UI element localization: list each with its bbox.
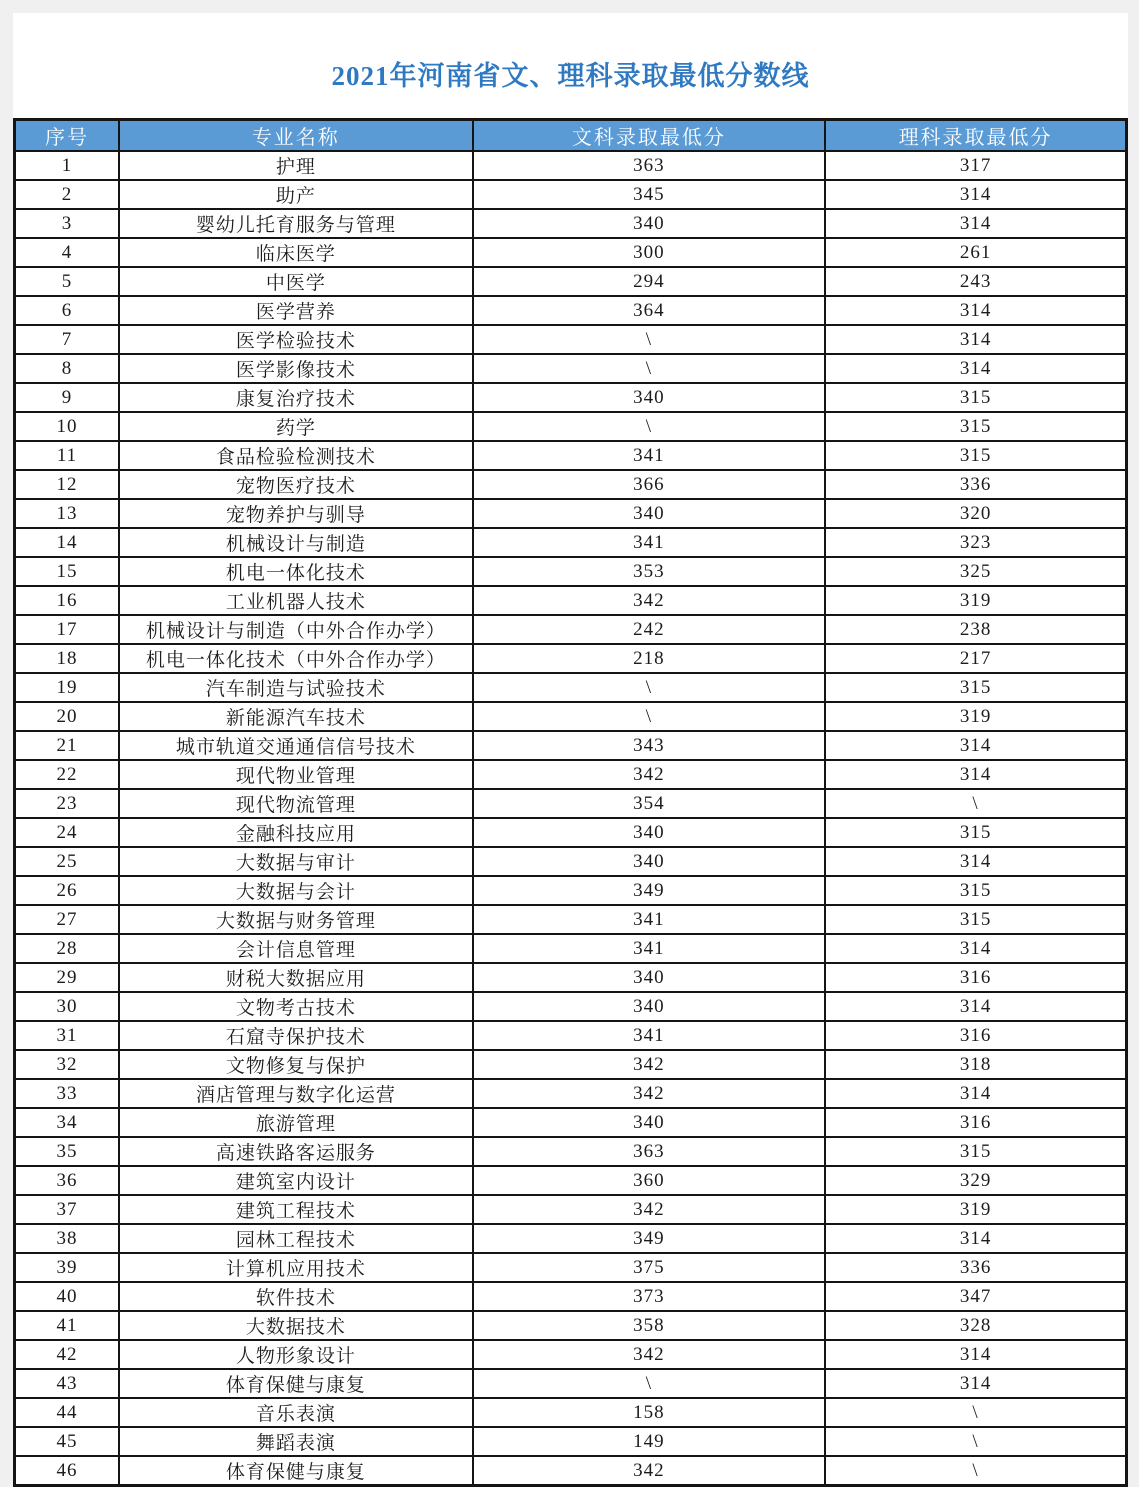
- cell-science-score: 314: [825, 992, 1126, 1021]
- cell-liberal-arts-score: 364: [473, 296, 826, 325]
- cell-major: 临床医学: [119, 238, 473, 267]
- cell-index: 46: [15, 1456, 120, 1486]
- cell-major: 石窟寺保护技术: [119, 1021, 473, 1050]
- cell-major: 机械设计与制造（中外合作办学）: [119, 615, 473, 644]
- scores-table: [13, 118, 1128, 1487]
- table-row: [15, 1050, 1127, 1079]
- cell-major: 园林工程技术: [119, 1224, 473, 1253]
- cell-science-score: 336: [825, 470, 1126, 499]
- cell-science-score: 314: [825, 325, 1126, 354]
- cell-major: 汽车制造与试验技术: [119, 673, 473, 702]
- cell-liberal-arts-score: 360: [473, 1166, 826, 1195]
- cell-major: 食品检验检测技术: [119, 441, 473, 470]
- table-row: [15, 354, 1127, 383]
- cell-liberal-arts-score: 373: [473, 1282, 826, 1311]
- cell-index: 22: [15, 760, 120, 789]
- column-header-science-score: 理科录取最低分: [825, 120, 1126, 152]
- table-row: [15, 1427, 1127, 1456]
- table-row: [15, 267, 1127, 296]
- cell-science-score: 328: [825, 1311, 1126, 1340]
- cell-science-score: 316: [825, 1021, 1126, 1050]
- table-row: [15, 644, 1127, 673]
- cell-liberal-arts-score: 340: [473, 818, 826, 847]
- cell-liberal-arts-score: 342: [473, 1456, 826, 1486]
- cell-science-score: 315: [825, 876, 1126, 905]
- cell-index: 33: [15, 1079, 120, 1108]
- cell-index: 31: [15, 1021, 120, 1050]
- cell-index: 19: [15, 673, 120, 702]
- cell-liberal-arts-score: 341: [473, 905, 826, 934]
- cell-liberal-arts-score: 340: [473, 847, 826, 876]
- cell-major: 助产: [119, 180, 473, 209]
- table-row: [15, 876, 1127, 905]
- cell-liberal-arts-score: 340: [473, 963, 826, 992]
- cell-science-score: 315: [825, 412, 1126, 441]
- column-header-major: 专业名称: [119, 120, 473, 152]
- cell-science-score: 238: [825, 615, 1126, 644]
- cell-major: 酒店管理与数字化运营: [119, 1079, 473, 1108]
- cell-liberal-arts-score: 343: [473, 731, 826, 760]
- cell-major: 婴幼儿托育服务与管理: [119, 209, 473, 238]
- cell-liberal-arts-score: 340: [473, 209, 826, 238]
- cell-liberal-arts-score: 349: [473, 1224, 826, 1253]
- table-row: [15, 789, 1127, 818]
- cell-major: 城市轨道交通通信信号技术: [119, 731, 473, 760]
- cell-major: 体育保健与康复: [119, 1456, 473, 1486]
- cell-liberal-arts-score: 341: [473, 441, 826, 470]
- cell-liberal-arts-score: 354: [473, 789, 826, 818]
- cell-liberal-arts-score: \: [473, 702, 826, 731]
- cell-major: 医学检验技术: [119, 325, 473, 354]
- table-row: [15, 1253, 1127, 1282]
- cell-science-score: 314: [825, 760, 1126, 789]
- cell-index: 14: [15, 528, 120, 557]
- table-row: [15, 615, 1127, 644]
- cell-index: 12: [15, 470, 120, 499]
- cell-index: 34: [15, 1108, 120, 1137]
- cell-major: 宠物医疗技术: [119, 470, 473, 499]
- cell-liberal-arts-score: 363: [473, 1137, 826, 1166]
- cell-index: 43: [15, 1369, 120, 1398]
- cell-liberal-arts-score: 340: [473, 1108, 826, 1137]
- cell-major: 体育保健与康复: [119, 1369, 473, 1398]
- cell-science-score: 243: [825, 267, 1126, 296]
- table-row: [15, 412, 1127, 441]
- cell-index: 6: [15, 296, 120, 325]
- cell-liberal-arts-score: 345: [473, 180, 826, 209]
- cell-science-score: 329: [825, 1166, 1126, 1195]
- cell-index: 13: [15, 499, 120, 528]
- table-row: [15, 963, 1127, 992]
- cell-science-score: 320: [825, 499, 1126, 528]
- table-row: [15, 1224, 1127, 1253]
- table-row: [15, 586, 1127, 615]
- cell-liberal-arts-score: 342: [473, 760, 826, 789]
- cell-science-score: 316: [825, 1108, 1126, 1137]
- cell-science-score: 318: [825, 1050, 1126, 1079]
- cell-index: 7: [15, 325, 120, 354]
- cell-liberal-arts-score: \: [473, 354, 826, 383]
- cell-index: 35: [15, 1137, 120, 1166]
- cell-major: 金融科技应用: [119, 818, 473, 847]
- table-row: [15, 1137, 1127, 1166]
- page-title: 2021年河南省文、理科录取最低分数线: [331, 61, 810, 91]
- cell-liberal-arts-score: \: [473, 673, 826, 702]
- cell-major: 旅游管理: [119, 1108, 473, 1137]
- cell-liberal-arts-score: 342: [473, 586, 826, 615]
- cell-index: 27: [15, 905, 120, 934]
- cell-major: 大数据与财务管理: [119, 905, 473, 934]
- table-row: [15, 1195, 1127, 1224]
- cell-science-score: 336: [825, 1253, 1126, 1282]
- cell-science-score: 314: [825, 934, 1126, 963]
- cell-index: 39: [15, 1253, 120, 1282]
- table-row: [15, 325, 1127, 354]
- cell-science-score: 314: [825, 180, 1126, 209]
- cell-science-score: 314: [825, 1079, 1126, 1108]
- cell-liberal-arts-score: 353: [473, 557, 826, 586]
- cell-major: 现代物业管理: [119, 760, 473, 789]
- cell-major: 康复治疗技术: [119, 383, 473, 412]
- cell-liberal-arts-score: 342: [473, 1195, 826, 1224]
- cell-science-score: 315: [825, 673, 1126, 702]
- cell-major: 音乐表演: [119, 1398, 473, 1427]
- cell-major: 人物形象设计: [119, 1340, 473, 1369]
- table-body: [15, 151, 1127, 1486]
- cell-liberal-arts-score: 300: [473, 238, 826, 267]
- cell-liberal-arts-score: 342: [473, 1050, 826, 1079]
- table-row: [15, 209, 1127, 238]
- table-row: [15, 1340, 1127, 1369]
- table-row: [15, 1398, 1127, 1427]
- cell-liberal-arts-score: \: [473, 412, 826, 441]
- cell-science-score: 315: [825, 818, 1126, 847]
- cell-liberal-arts-score: 341: [473, 528, 826, 557]
- cell-index: 21: [15, 731, 120, 760]
- cell-liberal-arts-score: 342: [473, 1079, 826, 1108]
- cell-liberal-arts-score: 341: [473, 1021, 826, 1050]
- cell-major: 机电一体化技术: [119, 557, 473, 586]
- cell-liberal-arts-score: 242: [473, 615, 826, 644]
- cell-major: 舞蹈表演: [119, 1427, 473, 1456]
- cell-index: 15: [15, 557, 120, 586]
- table-row: [15, 238, 1127, 267]
- table-row: [15, 296, 1127, 325]
- table-row: [15, 441, 1127, 470]
- cell-major: 财税大数据应用: [119, 963, 473, 992]
- cell-index: 40: [15, 1282, 120, 1311]
- cell-index: 8: [15, 354, 120, 383]
- cell-index: 44: [15, 1398, 120, 1427]
- table-row: [15, 847, 1127, 876]
- table-row: [15, 905, 1127, 934]
- cell-science-score: \: [825, 1427, 1126, 1456]
- cell-liberal-arts-score: 294: [473, 267, 826, 296]
- table-row: [15, 702, 1127, 731]
- column-header-liberal-arts-score: 文科录取最低分: [473, 120, 826, 152]
- cell-major: 新能源汽车技术: [119, 702, 473, 731]
- cell-liberal-arts-score: 340: [473, 383, 826, 412]
- cell-science-score: 261: [825, 238, 1126, 267]
- cell-science-score: 325: [825, 557, 1126, 586]
- cell-liberal-arts-score: \: [473, 325, 826, 354]
- cell-major: 医学影像技术: [119, 354, 473, 383]
- table-row: [15, 1282, 1127, 1311]
- header-row: [15, 120, 1127, 152]
- cell-science-score: 319: [825, 702, 1126, 731]
- cell-major: 计算机应用技术: [119, 1253, 473, 1282]
- cell-major: 建筑工程技术: [119, 1195, 473, 1224]
- cell-science-score: 323: [825, 528, 1126, 557]
- cell-major: 药学: [119, 412, 473, 441]
- cell-science-score: 347: [825, 1282, 1126, 1311]
- cell-index: 18: [15, 644, 120, 673]
- cell-science-score: 314: [825, 1224, 1126, 1253]
- cell-science-score: 314: [825, 296, 1126, 325]
- cell-major: 工业机器人技术: [119, 586, 473, 615]
- cell-liberal-arts-score: 149: [473, 1427, 826, 1456]
- table-row: [15, 151, 1127, 180]
- cell-index: 17: [15, 615, 120, 644]
- cell-index: 38: [15, 1224, 120, 1253]
- cell-major: 现代物流管理: [119, 789, 473, 818]
- cell-index: 45: [15, 1427, 120, 1456]
- cell-index: 5: [15, 267, 120, 296]
- cell-major: 宠物养护与驯导: [119, 499, 473, 528]
- cell-science-score: 314: [825, 354, 1126, 383]
- cell-science-score: 314: [825, 1369, 1126, 1398]
- cell-index: 4: [15, 238, 120, 267]
- table-row: [15, 731, 1127, 760]
- cell-major: 建筑室内设计: [119, 1166, 473, 1195]
- cell-science-score: 217: [825, 644, 1126, 673]
- cell-science-score: \: [825, 1398, 1126, 1427]
- cell-science-score: 314: [825, 847, 1126, 876]
- cell-science-score: 319: [825, 1195, 1126, 1224]
- cell-index: 10: [15, 412, 120, 441]
- cell-science-score: 314: [825, 731, 1126, 760]
- table-row: [15, 818, 1127, 847]
- cell-science-score: \: [825, 789, 1126, 818]
- cell-index: 1: [15, 151, 120, 180]
- cell-index: 37: [15, 1195, 120, 1224]
- content-card: [13, 13, 1128, 1487]
- table-row: [15, 934, 1127, 963]
- cell-index: 32: [15, 1050, 120, 1079]
- cell-liberal-arts-score: 342: [473, 1340, 826, 1369]
- table-row: [15, 1369, 1127, 1398]
- cell-major: 大数据技术: [119, 1311, 473, 1340]
- cell-index: 36: [15, 1166, 120, 1195]
- cell-liberal-arts-score: \: [473, 1369, 826, 1398]
- cell-index: 28: [15, 934, 120, 963]
- table-row: [15, 180, 1127, 209]
- cell-major: 护理: [119, 151, 473, 180]
- table-row: [15, 557, 1127, 586]
- table-row: [15, 1079, 1127, 1108]
- table-row: [15, 1021, 1127, 1050]
- cell-liberal-arts-score: 363: [473, 151, 826, 180]
- cell-major: 会计信息管理: [119, 934, 473, 963]
- cell-index: 3: [15, 209, 120, 238]
- cell-major: 文物修复与保护: [119, 1050, 473, 1079]
- cell-major: 中医学: [119, 267, 473, 296]
- cell-index: 2: [15, 180, 120, 209]
- cell-liberal-arts-score: 358: [473, 1311, 826, 1340]
- cell-index: 42: [15, 1340, 120, 1369]
- cell-liberal-arts-score: 158: [473, 1398, 826, 1427]
- table-row: [15, 992, 1127, 1021]
- cell-index: 23: [15, 789, 120, 818]
- table-row: [15, 1166, 1127, 1195]
- table-row: [15, 760, 1127, 789]
- cell-science-score: 317: [825, 151, 1126, 180]
- table-row: [15, 673, 1127, 702]
- table-row: [15, 499, 1127, 528]
- table-row: [15, 383, 1127, 412]
- cell-index: 29: [15, 963, 120, 992]
- cell-science-score: 315: [825, 905, 1126, 934]
- cell-major: 软件技术: [119, 1282, 473, 1311]
- table-row: [15, 470, 1127, 499]
- cell-index: 30: [15, 992, 120, 1021]
- table-header: [15, 120, 1127, 152]
- cell-major: 高速铁路客运服务: [119, 1137, 473, 1166]
- cell-science-score: 315: [825, 441, 1126, 470]
- cell-science-score: 316: [825, 963, 1126, 992]
- cell-science-score: 315: [825, 1137, 1126, 1166]
- cell-liberal-arts-score: 218: [473, 644, 826, 673]
- cell-index: 24: [15, 818, 120, 847]
- column-header-index: 序号: [15, 120, 120, 152]
- cell-science-score: 319: [825, 586, 1126, 615]
- cell-index: 41: [15, 1311, 120, 1340]
- cell-liberal-arts-score: 349: [473, 876, 826, 905]
- table-row: [15, 1311, 1127, 1340]
- cell-major: 大数据与审计: [119, 847, 473, 876]
- table-row: [15, 1108, 1127, 1137]
- table-row: [15, 528, 1127, 557]
- cell-index: 20: [15, 702, 120, 731]
- cell-index: 9: [15, 383, 120, 412]
- cell-liberal-arts-score: 375: [473, 1253, 826, 1282]
- cell-major: 机械设计与制造: [119, 528, 473, 557]
- cell-liberal-arts-score: 340: [473, 499, 826, 528]
- cell-major: 大数据与会计: [119, 876, 473, 905]
- cell-major: 医学营养: [119, 296, 473, 325]
- cell-liberal-arts-score: 366: [473, 470, 826, 499]
- cell-index: 26: [15, 876, 120, 905]
- cell-index: 11: [15, 441, 120, 470]
- cell-liberal-arts-score: 341: [473, 934, 826, 963]
- cell-index: 25: [15, 847, 120, 876]
- cell-major: 机电一体化技术（中外合作办学）: [119, 644, 473, 673]
- cell-science-score: \: [825, 1456, 1126, 1486]
- cell-major: 文物考古技术: [119, 992, 473, 1021]
- cell-liberal-arts-score: 340: [473, 992, 826, 1021]
- cell-index: 16: [15, 586, 120, 615]
- cell-science-score: 315: [825, 383, 1126, 412]
- table-row: [15, 1456, 1127, 1486]
- cell-science-score: 314: [825, 1340, 1126, 1369]
- cell-science-score: 314: [825, 209, 1126, 238]
